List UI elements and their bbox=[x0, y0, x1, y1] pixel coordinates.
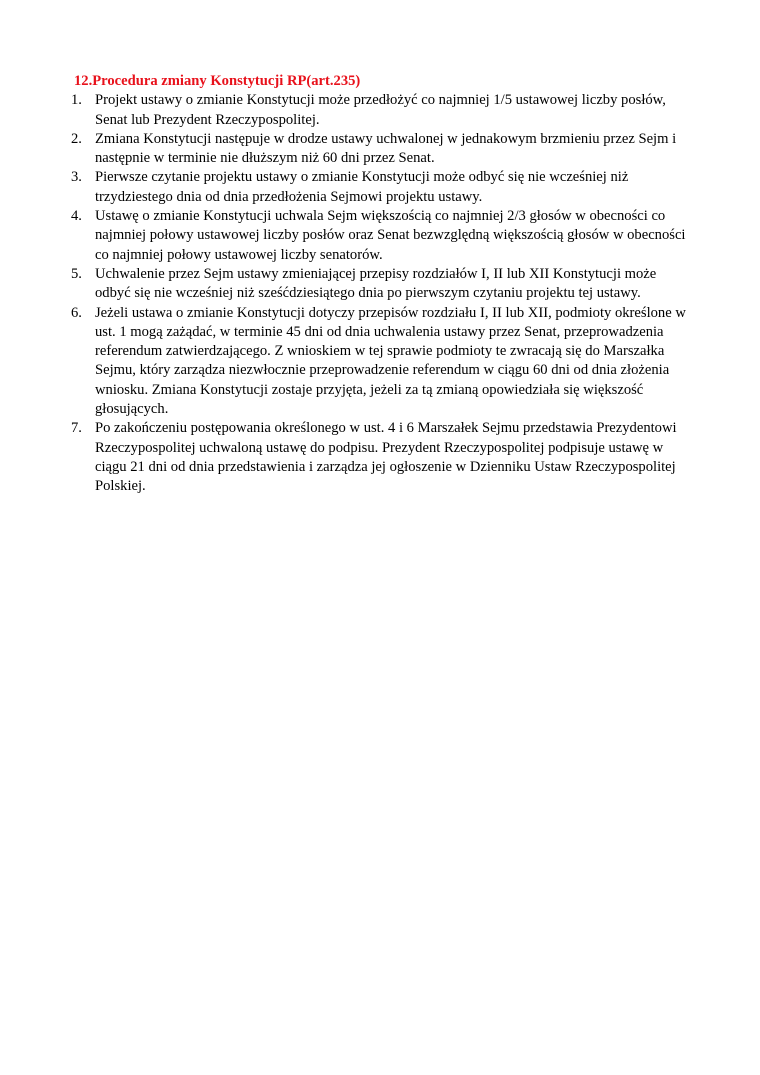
list-item bbox=[71, 91, 694, 130]
list-item-number: 6. bbox=[71, 304, 82, 321]
list-item-number: 5. bbox=[71, 265, 82, 282]
list-item bbox=[71, 207, 694, 265]
list-item bbox=[71, 265, 694, 304]
list-item-text: Pierwsze czytanie projektu ustawy o zmianie Konstytucji może odbyć się nie wcześniej niż trzydziestego dnia od dnia przedłożenia Sejmowi projektu ustawy. bbox=[95, 169, 629, 205]
list-item bbox=[71, 419, 694, 496]
list-item-number: 1. bbox=[71, 92, 82, 109]
list-item-text: Po zakończeniu postępowania określonego w ust. 4 i 6 Marszałek Sejmu przedstawia Prezydentowi Rzeczypospolitej uchwaloną ustawę do podpisu. Prezydent Rzeczypospolitej podpisuje ustawę w ciągu 21 dni od dnia przedstawienia i zarządza jej ogłoszenie w Dzienniku Ustaw Rzeczypospolitej Polskiej. bbox=[95, 420, 677, 495]
list-item-text: Jeżeli ustawa o zmianie Konstytucji dotyczy przepisów rozdziału I, II lub XII, podmioty określone w ust. 1 mogą zażądać, w terminie 45 dni od dnia uchwalenia ustawy przez Senat, przeprowadzenia referendum zatwierdzającego. Z wnioskiem w tej sprawie podmioty te zwracają się do Marszałka Sejmu, który zarządza niezwłocznie przeprowadzenie referendum w ciągu 60 dni od dnia złożenia wniosku. Zmiana Konstytucji zostaje przyjęta, jeżeli za tą zmianą opowiedziała się większość głosujących. bbox=[95, 304, 686, 418]
list-item-text: Zmiana Konstytucji następuje w drodze ustawy uchwalonej w jednakowym brzmieniu przez Sejm i następnie w terminie nie dłuższym niż 60 dni przez Senat. bbox=[95, 130, 677, 167]
list-item-number: 2. bbox=[71, 130, 82, 147]
list-item bbox=[71, 304, 694, 420]
list-item-number: 4. bbox=[71, 208, 82, 225]
section-heading: 12.Procedura zmiany Konstytucji RP(art.235) bbox=[74, 73, 361, 89]
numbered-list bbox=[71, 91, 694, 496]
list-item-number: 7. bbox=[71, 420, 82, 437]
list-item bbox=[71, 130, 694, 169]
list-item-text: Projekt ustawy o zmianie Konstytucji może przedłożyć co najmniej 1/5 ustawowej liczby posłów, Senat lub Prezydent Rzeczypospolitej. bbox=[95, 92, 666, 128]
list-item-text: Uchwalenie przez Sejm ustawy zmieniającej przepisy rozdziałów I, II lub XII Konstytucji może odbyć się nie wcześniej niż sześćdziesiątego dnia po pierwszym czytaniu projektu tej ustawy. bbox=[95, 265, 657, 302]
document-content bbox=[71, 72, 694, 497]
list-item bbox=[71, 168, 694, 207]
list-item-text: Ustawę o zmianie Konstytucji uchwala Sejm większością co najmniej 2/3 głosów w obecności co najmniej połowy ustawowej liczby posłów oraz Senat bezwzględną większością głosów w obecności co najmniej połowy ustawowej liczby senatorów. bbox=[95, 208, 686, 263]
list-item-number: 3. bbox=[71, 169, 82, 186]
